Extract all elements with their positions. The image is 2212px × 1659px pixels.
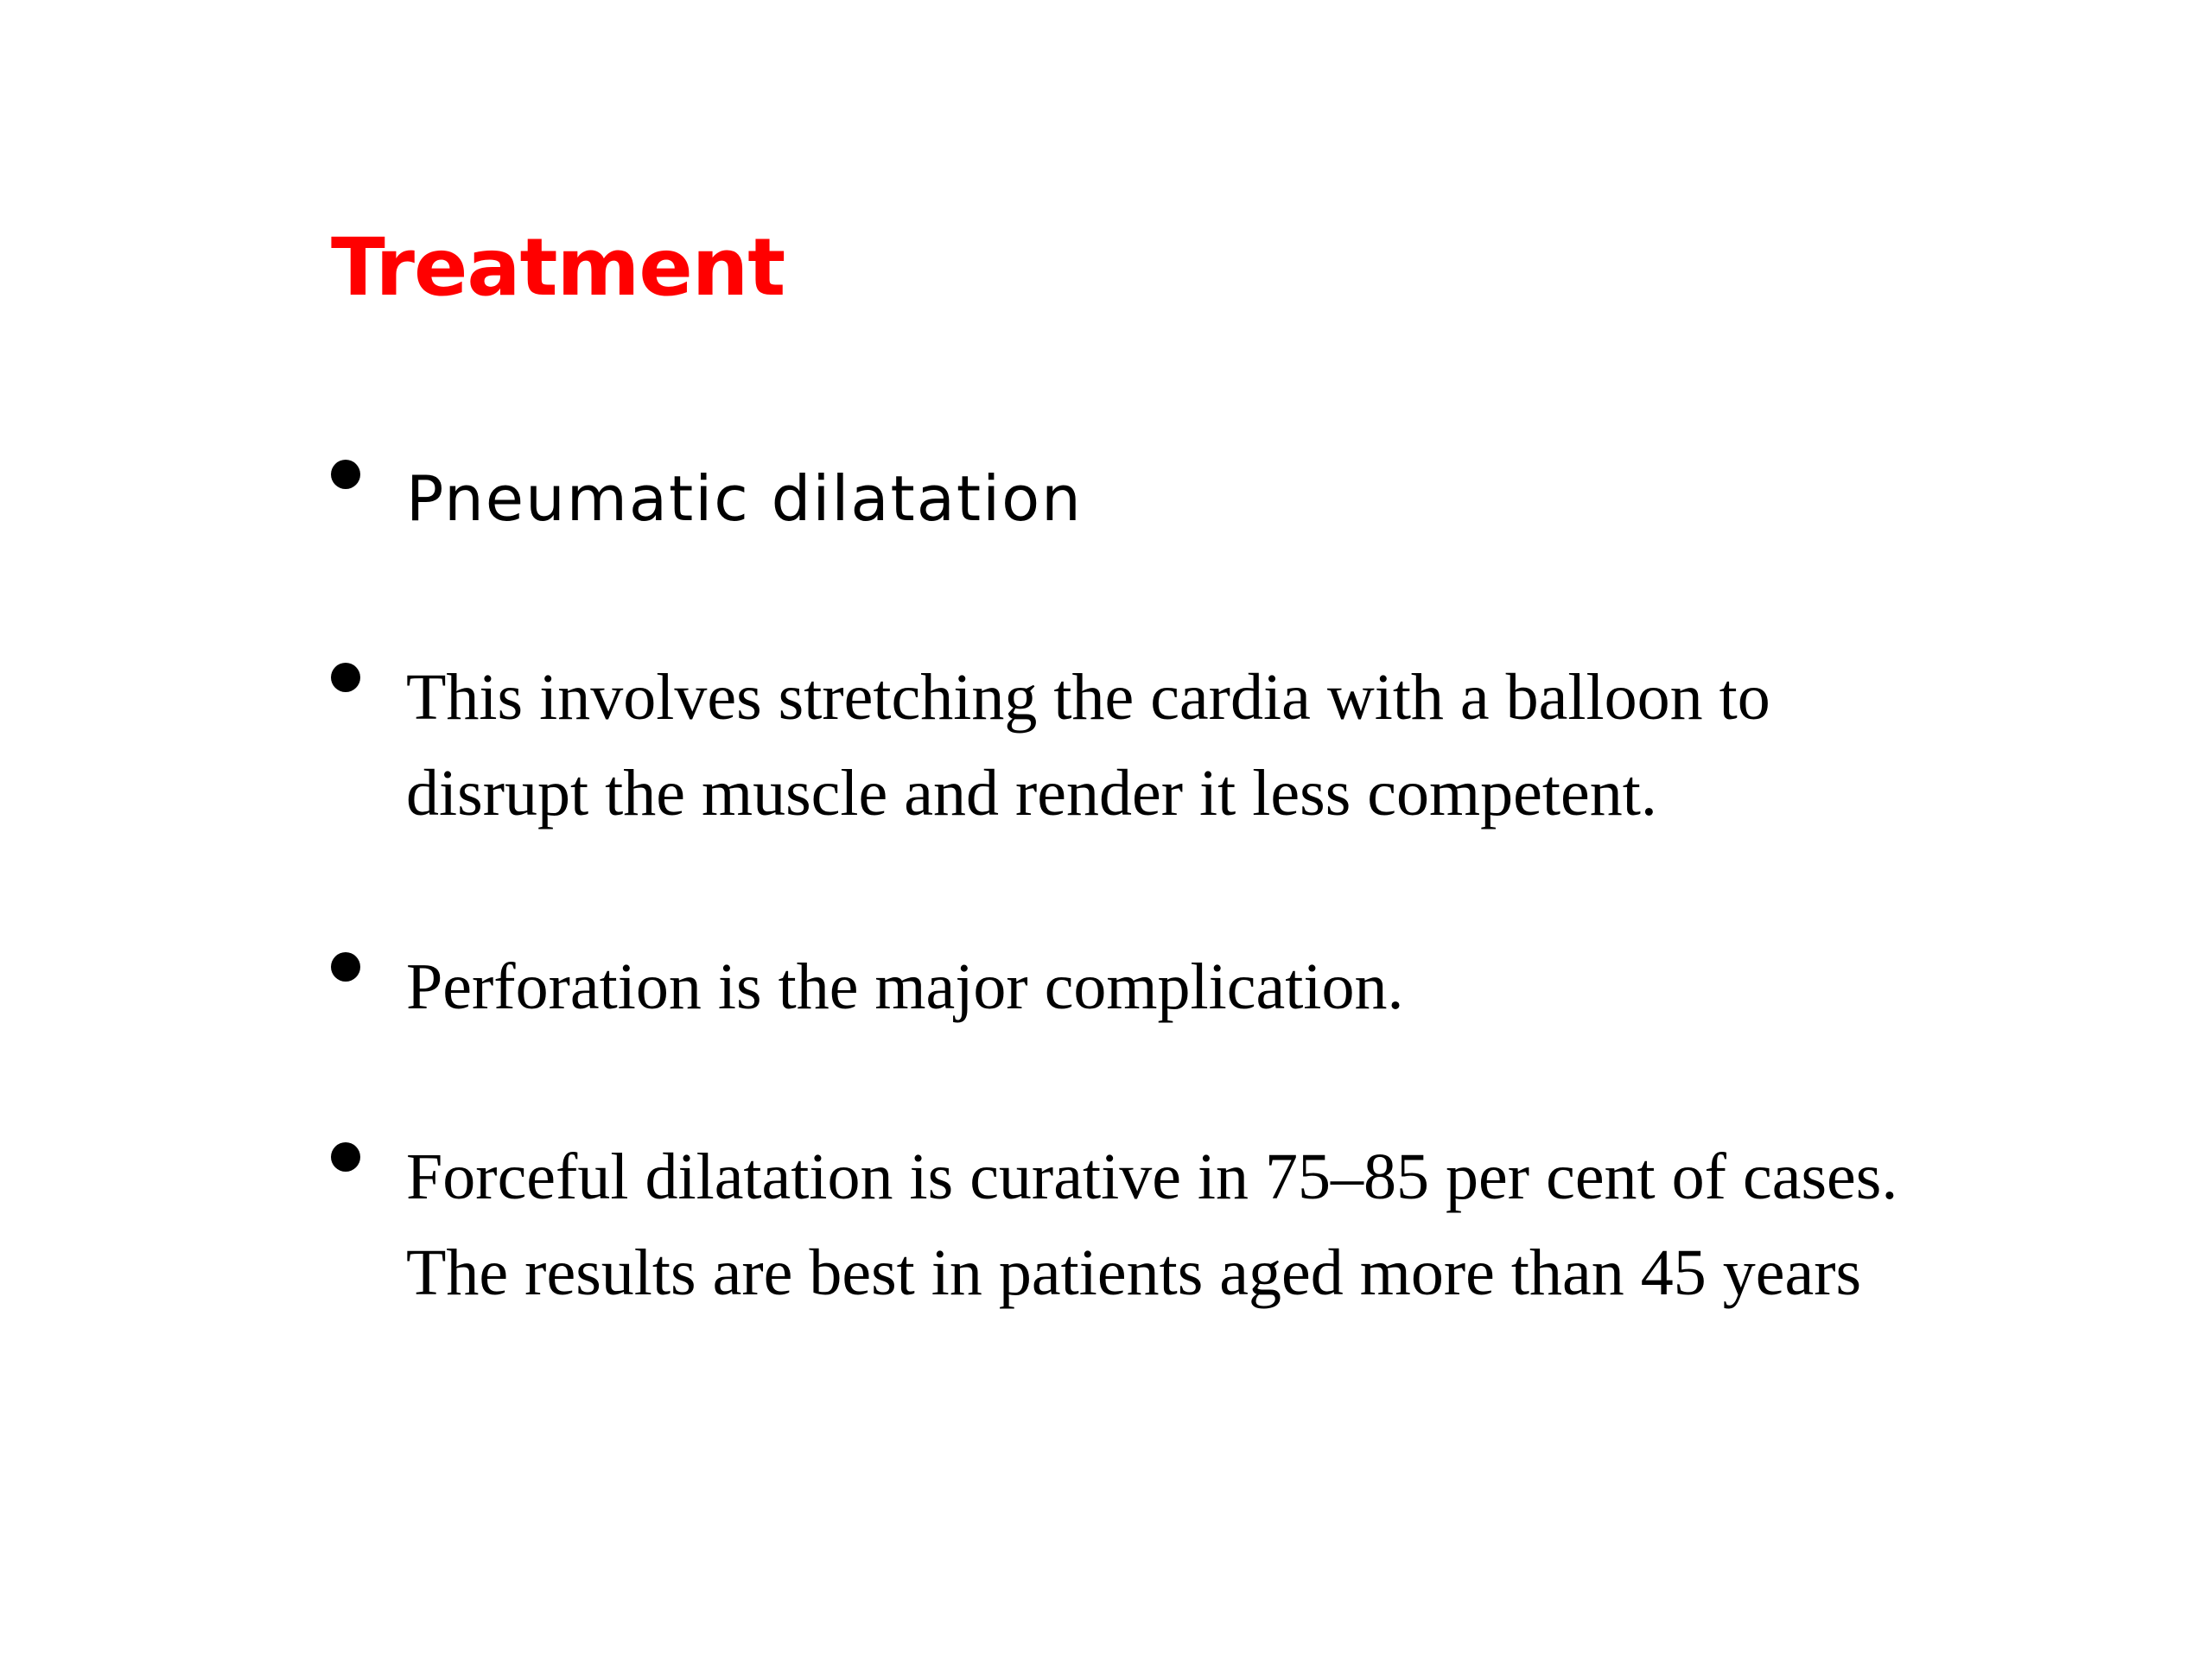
bullet-text (406, 455, 1083, 542)
slide-title: Treatment (331, 221, 785, 314)
bullet-icon (331, 663, 360, 692)
bullet-line: This involves stretching the cardia with a balloon to (406, 661, 1770, 734)
bullet-text (406, 650, 1770, 842)
bullet-line: Forceful dilatation is curative in 75–85 per cent of cases. (406, 1141, 1898, 1213)
bullet-text (406, 939, 1403, 1035)
bullet-icon (331, 952, 360, 982)
bullet-line: The results are best in patients aged more than 45 years (406, 1236, 1862, 1309)
bullet-text (406, 1129, 1897, 1321)
bullet-line: disrupt the muscle and render it less competent. (406, 757, 1657, 830)
bullet-icon (331, 460, 360, 489)
bullet-line: Pneumatic dilatation (406, 462, 1083, 535)
bullet-line: Perforation is the major complication. (406, 950, 1404, 1023)
bullet-icon (331, 1142, 360, 1172)
